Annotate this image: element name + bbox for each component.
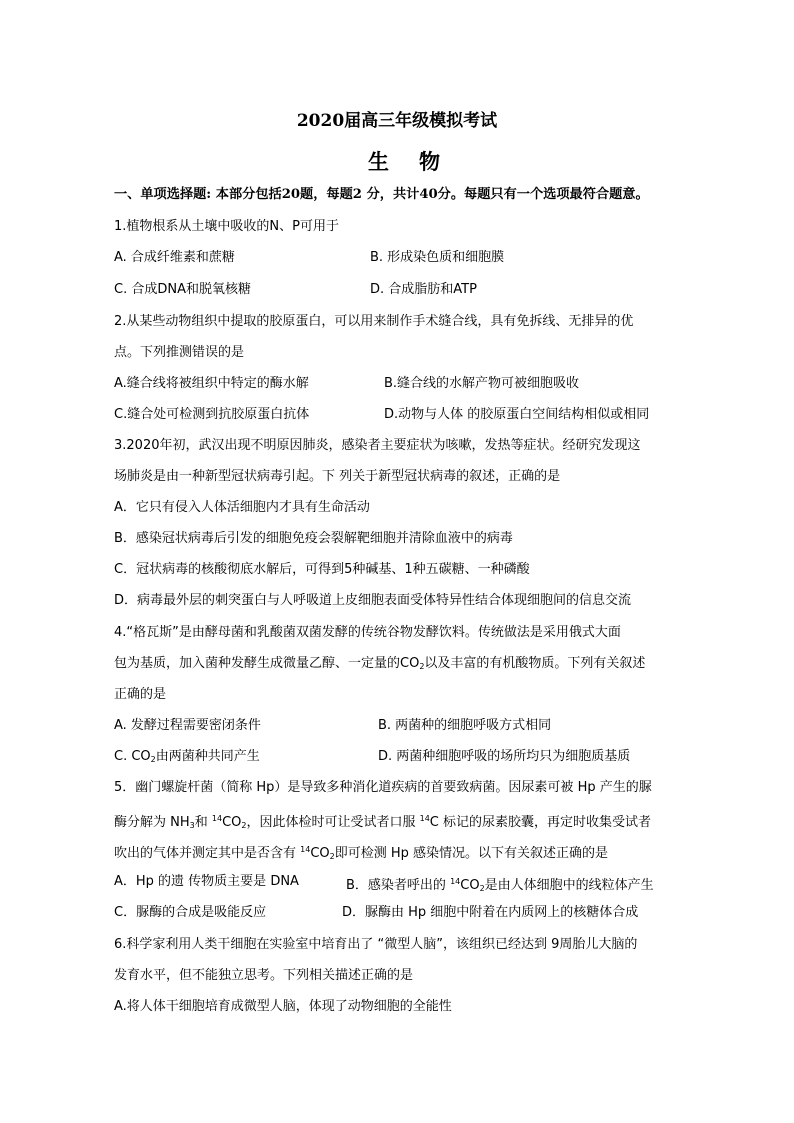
- question-5-stem-line-2: 酶分解为 $NH_3$和 $^{14}CO_2$，因此体检时可让受试者口服 $^{14}$C 标记的尿素胶囊，再定时收集受试者: [114, 814, 652, 830]
- question-1-option-a: A. 合成纤维素和蔗糖: [114, 250, 235, 265]
- question-6-stem-line-1: 6.科学家利用人类干细胞在实验室中培育出了 “微型人脑”，该组织已经达到 9周胎儿大脑的: [114, 937, 638, 952]
- question-3-stem-line-2: 场肺炎是由一种新型冠状病毒引起。下 列关于新型冠状病毒的叙述，正确的是: [114, 469, 561, 484]
- question-1-option-d: D. 合成脂肪和ATP: [370, 282, 477, 297]
- subject-title: 生物: [368, 149, 470, 174]
- question-3-stem-line-1: 3.2020年初，武汉出现不明原因肺炎，感染者主要症状为咳嗽，发热等症状。经研究发现这: [114, 438, 641, 453]
- question-6-option-a: A.将人体干细胞培育成微型人脑，体现了动物细胞的全能性: [114, 999, 452, 1014]
- question-3-option-b: B．感染冠状病毒后引发的细胞免疫会裂解靶细胞并清除血液中的病毒: [114, 531, 513, 546]
- question-5-option-d: D．脲酶由 Hp 细胞中附着在内质网上的核糖体合成: [342, 905, 639, 920]
- question-2-option-d: D.动物与人体 的胶原蛋白空间结构相似或相同: [384, 407, 650, 422]
- question-3-option-c: C．冠状病毒的核酸彻底水解后，可得到5种碱基、1种五碳糖、一种磷酸: [114, 562, 530, 577]
- question-4-stem-line-2: 包为基质，加入菌种发酵生成微量乙醇、一定量的$CO_2$以及丰富的有机酸物质。下列有关叙述: [114, 656, 646, 671]
- section-heading: 一、单项选择题: 本部分包括20题，每题2 分，共计40分。每题只有一个选项最符合题意。: [114, 187, 649, 202]
- question-5-option-c: C．脲酶的合成是吸能反应: [114, 905, 267, 920]
- question-4-option-c: C. $CO_2$由两菌种共同产生: [114, 749, 260, 764]
- question-1-option-c: C. 合成DNA和脱氧核糖: [114, 282, 251, 297]
- question-4-option-b: B. 两菌种的细胞呼吸方式相同: [378, 718, 552, 733]
- question-6-stem-line-2: 发育水平，但不能独立思考。下列相关描述正确的是: [114, 968, 414, 983]
- question-3-option-d: D．病毒最外层的刺突蛋白与人呼吸道上皮细胞表面受体特异性结合体现细胞间的信息交流: [114, 593, 632, 608]
- question-5-option-a: A．Hp 的遗 传物质主要是 DNA: [114, 874, 299, 889]
- question-5-stem-line-3: 吹出的气体并测定其中是否含有 $^{14}CO_2$即可检测 Hp 感染情况。以下有关叙述正确的是: [114, 845, 609, 861]
- question-2-option-c: C.缝合处可检测到抗胶原蛋白抗体: [114, 407, 310, 422]
- question-3-option-a: A．它只有侵入人体活细胞内才具有生命活动: [114, 500, 370, 515]
- question-2-stem-line-2: 点。下列推测错误的是: [114, 345, 245, 360]
- question-4-stem-line-3: 正确的是: [114, 687, 167, 702]
- question-4-option-d: D. 两菌种细胞呼吸的场所均只为细胞质基质: [378, 749, 631, 764]
- question-1-option-b: B. 形成染色质和细胞膜: [370, 250, 505, 265]
- question-5-option-b: B．感染者呼出的 $^{14}CO_2$是由人体细胞中的线粒体产生: [346, 877, 654, 893]
- question-4-stem-line-1: 4.“格瓦斯”是由酵母菌和乳酸菌双菌发酵的传统谷物发酵饮料。传统做法是采用俄式大面: [114, 625, 621, 640]
- question-1-stem: 1.植物根系从土壤中吸收的N、P可用于: [114, 219, 339, 234]
- question-4-option-a: A. 发酵过程需要密闭条件: [114, 718, 261, 733]
- question-2-option-b: B.缝合线的水解产物可被细胞吸收: [384, 376, 580, 391]
- question-2-option-a: A.缝合线将被组织中特定的酶水解: [114, 376, 309, 391]
- question-2-stem-line-1: 2.从某些动物组织中提取的胶原蛋白，可以用来制作手术缝合线，具有免拆线、无排异的优: [114, 314, 634, 329]
- question-5-stem-line-1: 5．幽门螺旋杆菌（简称 Hp）是导致多种消化道疾病的首要致病菌。因尿素可被 Hp 产生的脲: [114, 780, 652, 795]
- exam-title: 2020届高三年级模拟考试: [296, 111, 498, 131]
